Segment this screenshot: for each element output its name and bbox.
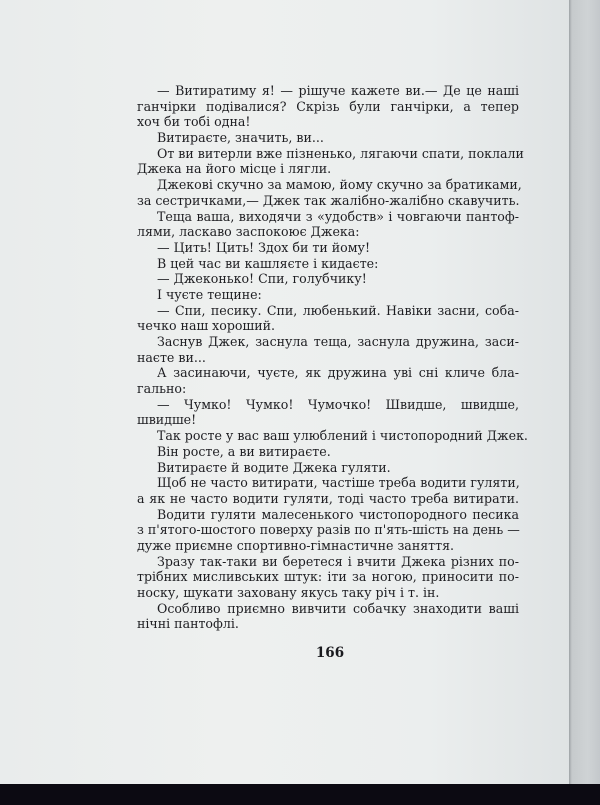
text-line: швидше! [137, 412, 197, 428]
text-line: хоч би тобі одна! [137, 114, 251, 130]
text-line: за сестричками,— Джек так жалібно-жалібно скавучить. [137, 192, 520, 208]
text-line: Зразу так-таки ви беретеся і вчити Джека різних по- [157, 553, 519, 569]
text-line: Щоб не часто витирати, частіше треба водити гуляти, [157, 475, 520, 491]
text-line: ганчірки подівалися? Скрізь були ганчірки, а тепер [137, 98, 519, 114]
text-line: А засинаючи, чуєте, як дружина уві сні кличе бла- [157, 365, 519, 381]
page-number: 166 [315, 645, 345, 661]
text-line: носку, шукати заховану якусь таку річ і т. ін. [137, 585, 440, 600]
text-line: Витираєте, значить, ви... [157, 130, 324, 146]
text-line: а як не часто водити гуляти, тоді часто треба витирати. [137, 490, 519, 506]
text-line: Джека на його місце і лягли. [137, 161, 332, 177]
text-line: нічні пантофлі. [137, 616, 239, 632]
text-line: Витираєте й водите Джека гуляти. [157, 459, 391, 475]
body-text [137, 83, 528, 632]
text-line: чечко наш хороший. [137, 318, 276, 334]
text-line: Так росте у вас ваш улюблений і чистопородний Джек. [157, 428, 528, 444]
text-line: — Чумко! Чумко! Чумочко! Швидше, швидше, [157, 396, 519, 412]
text-line: Заснув Джек, заснула теща, заснула дружина, заси- [157, 334, 519, 349]
page-fold-edge [569, 0, 600, 787]
text-line: В цей час ви кашляєте і кидаєте: [157, 255, 379, 271]
text-line: Джекові скучно за мамою, йому скучно за братиками, [157, 177, 522, 193]
text-line: — Спи, песику. Спи, любенький. Навіки засни, соба- [157, 302, 519, 318]
text-line: Теща ваша, виходячи з «удобств» і човгаючи пантоф- [157, 208, 519, 224]
text-line: трібних мисливських штук: іти за ногою, приносити по- [137, 569, 519, 585]
text-line: гально: [137, 381, 187, 397]
text-line: — Витиратиму я! — рішуче кажете ви.— Де це наші [157, 83, 519, 98]
text-line: — Джеконько! Спи, голубчику! [157, 271, 367, 287]
text-line: з п'ятого-шостого поверху разів по п'ять-шість на день — [137, 522, 520, 538]
text-line: Особливо приємно вивчити собачку знаходити ваші [157, 600, 519, 616]
text-line: І чуєте тещине: [157, 286, 262, 302]
text-line: От ви витерли вже пізненько, лягаючи спати, поклали [157, 145, 524, 161]
text-line: дуже приємне спортивно-гімнастичне заняття. [137, 537, 455, 553]
text-line: — Цить! Цить! Здох би ти йому! [157, 239, 370, 255]
text-line: лями, ласкаво заспокоює Джека: [137, 224, 360, 240]
text-line: Він росте, а ви витираєте. [157, 443, 331, 459]
text-line: наєте ви... [137, 349, 206, 365]
scanner-background-strip [0, 784, 600, 805]
text-line: Водити гуляти малесенького чистопородного песика [157, 506, 519, 522]
